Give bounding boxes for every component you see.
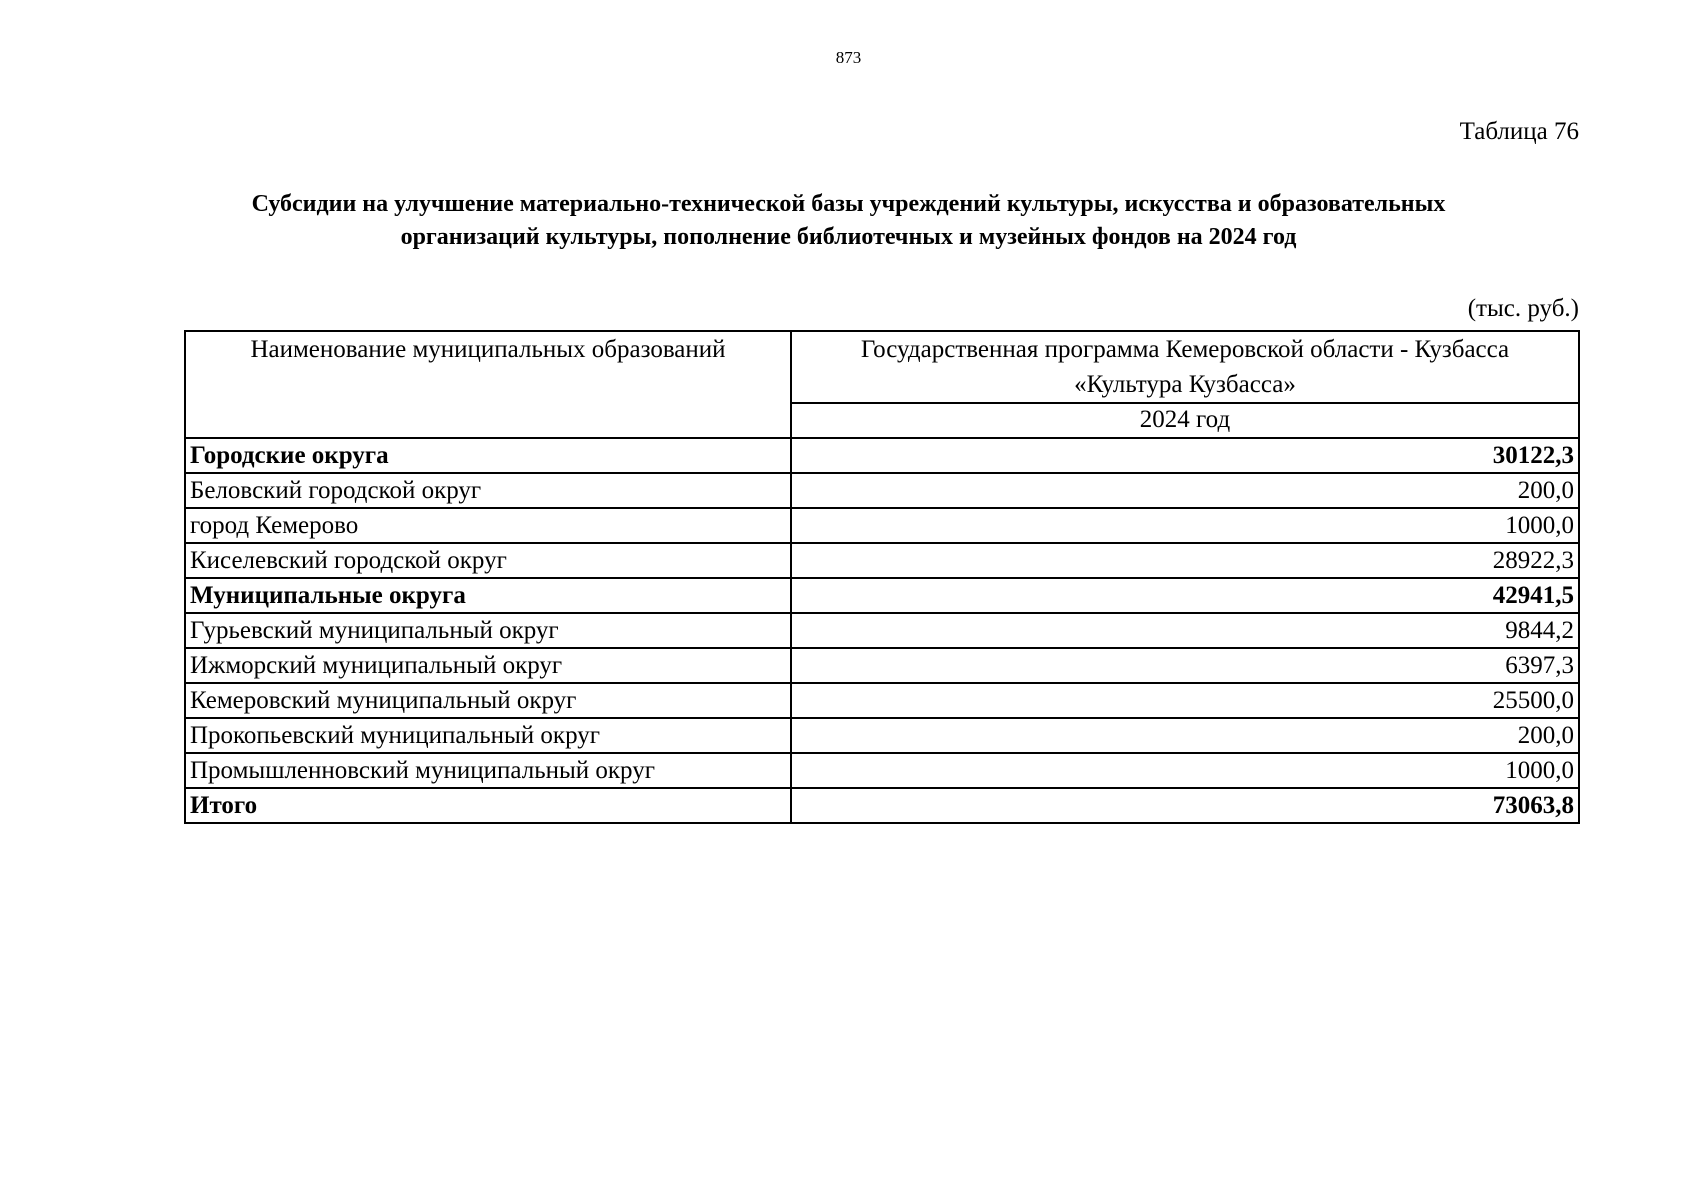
table-row-subtotal [185, 578, 1579, 613]
table-row [185, 613, 1579, 648]
subsidies-table [184, 330, 1580, 824]
table-row [185, 508, 1579, 543]
table-row [185, 648, 1579, 683]
header-year: 2024 год [791, 403, 1579, 438]
table-row-subtotal [185, 438, 1579, 473]
row-name: Ижморский муниципальный округ [185, 648, 791, 683]
table-row [185, 543, 1579, 578]
units-label: (тыс. руб.) [1467, 295, 1579, 322]
row-value: 200,0 [791, 473, 1579, 508]
row-name: Беловский городской округ [185, 473, 791, 508]
row-name: Итого [185, 788, 791, 823]
row-value: 9844,2 [791, 613, 1579, 648]
table-row [185, 683, 1579, 718]
row-name: Гурьевский муниципальный округ [185, 613, 791, 648]
row-value: 6397,3 [791, 648, 1579, 683]
row-value: 25500,0 [791, 683, 1579, 718]
header-program-line-1: Государственная программа Кемеровской области - Кузбасса [860, 336, 1510, 363]
header-program-line-2: «Культура Кузбасса» [1074, 371, 1296, 398]
title-line-2: организаций культуры, пополнение библиотечных и музейных фондов на 2024 год [400, 224, 1297, 250]
table-row [185, 473, 1579, 508]
row-value: 1000,0 [791, 508, 1579, 543]
page-number: 873 [835, 48, 862, 67]
table-row [185, 753, 1579, 788]
table-row-total [185, 788, 1579, 823]
row-name: Муниципальные округа [185, 578, 791, 613]
row-name: Прокопьевский муниципальный округ [185, 718, 791, 753]
header-municipality-name: Наименование муниципальных образований [185, 331, 791, 438]
header-program [791, 331, 1579, 403]
row-value: 200,0 [791, 718, 1579, 753]
row-value: 30122,3 [791, 438, 1579, 473]
row-name: Кемеровский муниципальный округ [185, 683, 791, 718]
document-title [0, 188, 1697, 254]
table-body [185, 438, 1579, 823]
row-value: 42941,5 [791, 578, 1579, 613]
row-name: Киселевский городской округ [185, 543, 791, 578]
row-value: 28922,3 [791, 543, 1579, 578]
row-value: 1000,0 [791, 753, 1579, 788]
table-row [185, 718, 1579, 753]
table-header [185, 331, 1579, 438]
row-name: Промышленновский муниципальный округ [185, 753, 791, 788]
row-name: город Кемерово [185, 508, 791, 543]
row-name: Городские округа [185, 438, 791, 473]
row-value: 73063,8 [791, 788, 1579, 823]
table-caption: Таблица 76 [1459, 118, 1579, 145]
title-line-1: Субсидии на улучшение материально-технической базы учреждений культуры, искусства и образовательных [251, 191, 1446, 217]
